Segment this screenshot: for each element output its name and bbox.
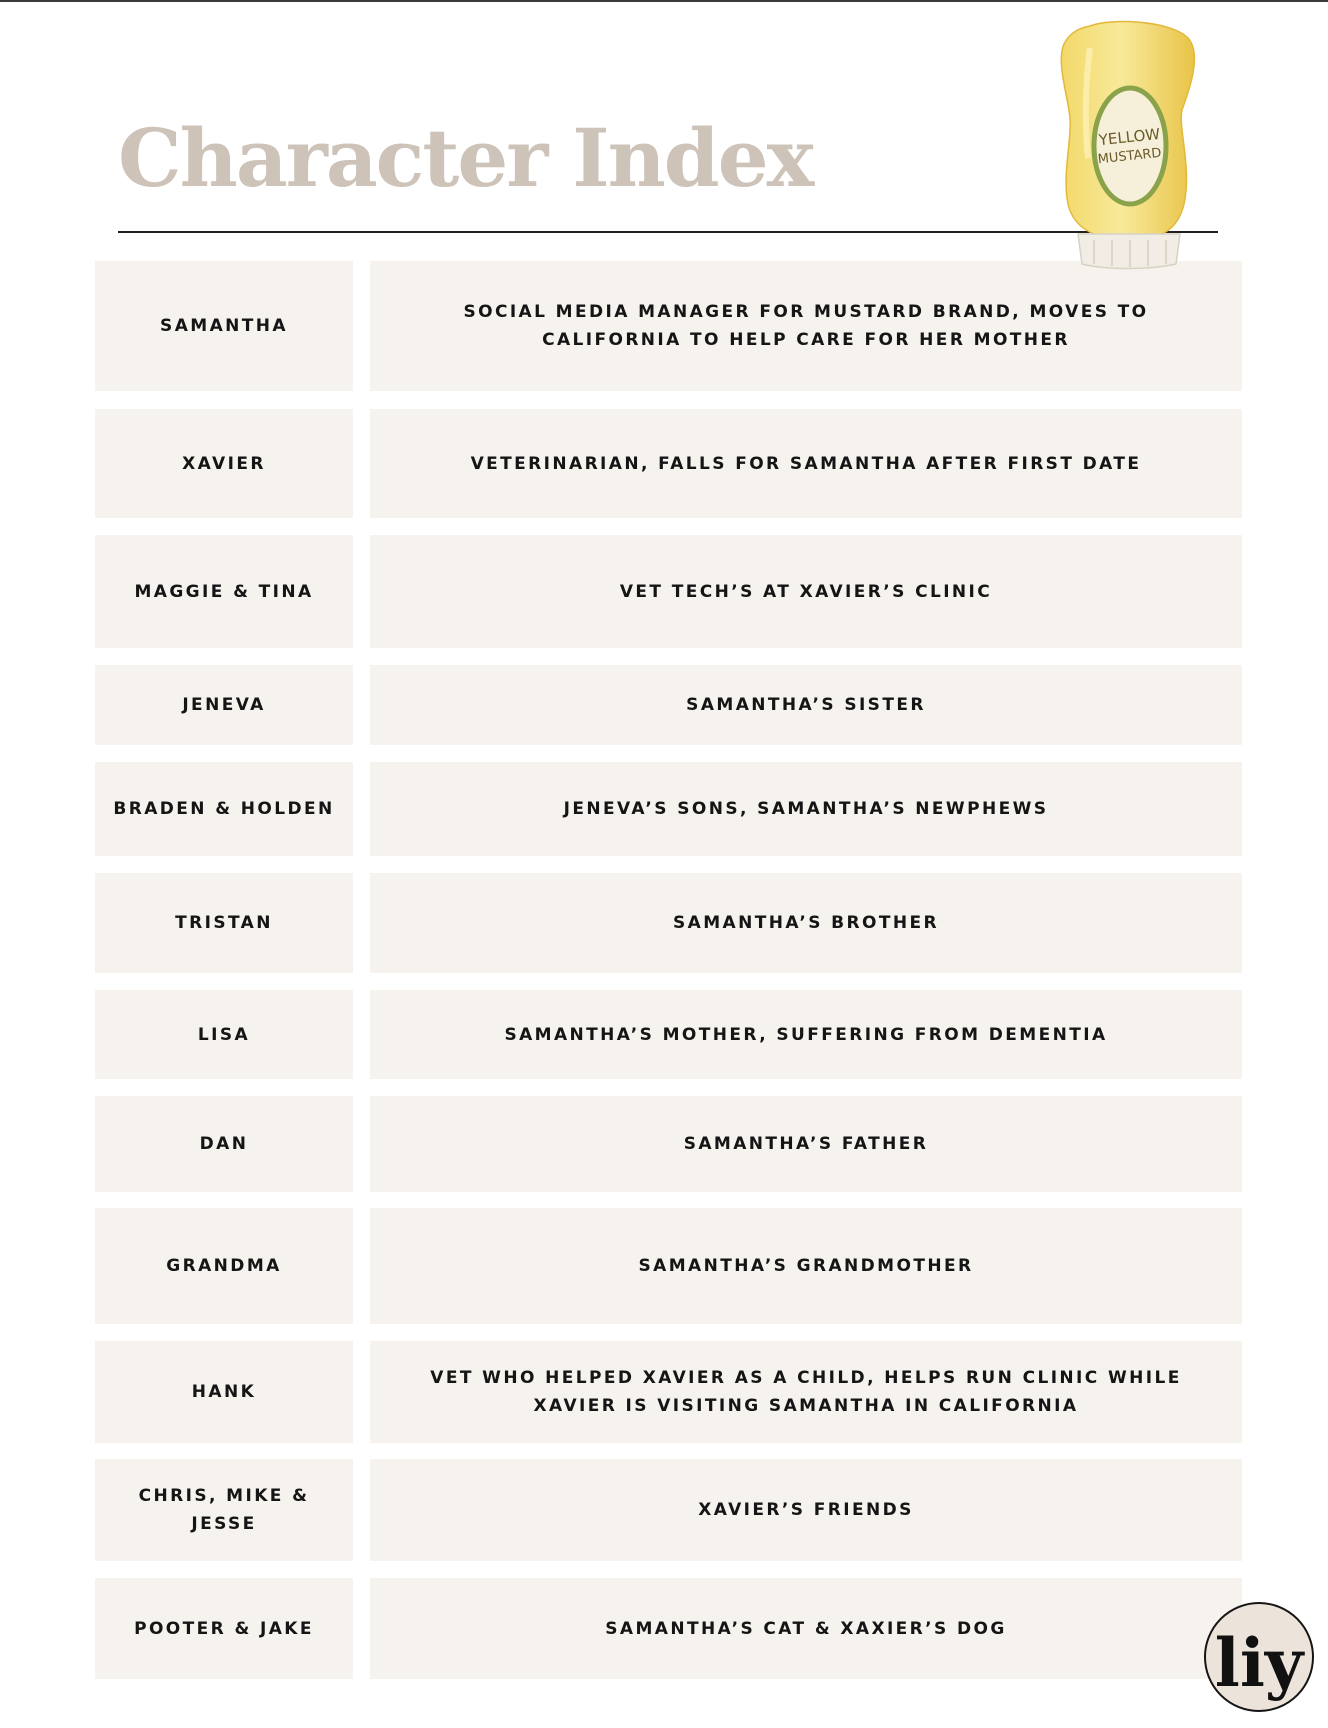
- table-row: [95, 1578, 1242, 1679]
- character-name: GRANDMA: [95, 1208, 353, 1324]
- bottle-label-line2: MUSTARD: [1097, 145, 1163, 168]
- character-description: SOCIAL MEDIA MANAGER FOR MUSTARD BRAND, MOVES TO CALIFORNIA TO HELP CARE FOR HER MOTHER: [370, 261, 1242, 391]
- character-name: CHRIS, MIKE & JESSE: [95, 1459, 353, 1561]
- character-name: MAGGIE & TINA: [95, 535, 353, 648]
- character-name: SAMANTHA: [95, 261, 353, 391]
- character-name: TRISTAN: [95, 873, 353, 973]
- character-name: JENEVA: [95, 665, 353, 745]
- character-description: SAMANTHA’S SISTER: [370, 665, 1242, 745]
- character-description: VETERINARIAN, FALLS FOR SAMANTHA AFTER FIRST DATE: [370, 409, 1242, 518]
- table-row: [95, 535, 1242, 648]
- character-name: POOTER & JAKE: [95, 1578, 353, 1679]
- brand-logo: [1200, 1598, 1318, 1716]
- character-description: VET WHO HELPED XAVIER AS A CHILD, HELPS RUN CLINIC WHILE XAVIER IS VISITING SAMANTHA IN CALIFORNIA: [370, 1341, 1242, 1443]
- table-row: [95, 990, 1242, 1079]
- character-description: VET TECH’S AT XAVIER’S CLINIC: [370, 535, 1242, 648]
- logo-text: liy: [1214, 1624, 1304, 1702]
- page-title: Character Index: [118, 111, 813, 205]
- table-row: [95, 1208, 1242, 1324]
- table-row: [95, 665, 1242, 745]
- table-row: [95, 762, 1242, 856]
- character-description: XAVIER’S FRIENDS: [370, 1459, 1242, 1561]
- character-name: XAVIER: [95, 409, 353, 518]
- mustard-bottle-icon: [1050, 18, 1205, 273]
- top-border: [0, 0, 1328, 2]
- character-description: SAMANTHA’S GRANDMOTHER: [370, 1208, 1242, 1324]
- character-description: JENEVA’S SONS, SAMANTHA’S NEWPHEWS: [370, 762, 1242, 856]
- table-row: [95, 409, 1242, 518]
- character-name: DAN: [95, 1096, 353, 1192]
- table-row: [95, 873, 1242, 973]
- table-row: [95, 261, 1242, 391]
- character-name: BRADEN & HOLDEN: [95, 762, 353, 856]
- character-name: LISA: [95, 990, 353, 1079]
- table-row: [95, 1096, 1242, 1192]
- character-name: HANK: [95, 1341, 353, 1443]
- table-row: [95, 1459, 1242, 1561]
- character-description: SAMANTHA’S FATHER: [370, 1096, 1242, 1192]
- character-description: SAMANTHA’S BROTHER: [370, 873, 1242, 973]
- bottle-label-line1: YELLOW: [1097, 124, 1161, 150]
- table-row: [95, 1341, 1242, 1443]
- character-description: SAMANTHA’S CAT & XAXIER’S DOG: [370, 1578, 1242, 1679]
- character-description: SAMANTHA’S MOTHER, SUFFERING FROM DEMENTIA: [370, 990, 1242, 1079]
